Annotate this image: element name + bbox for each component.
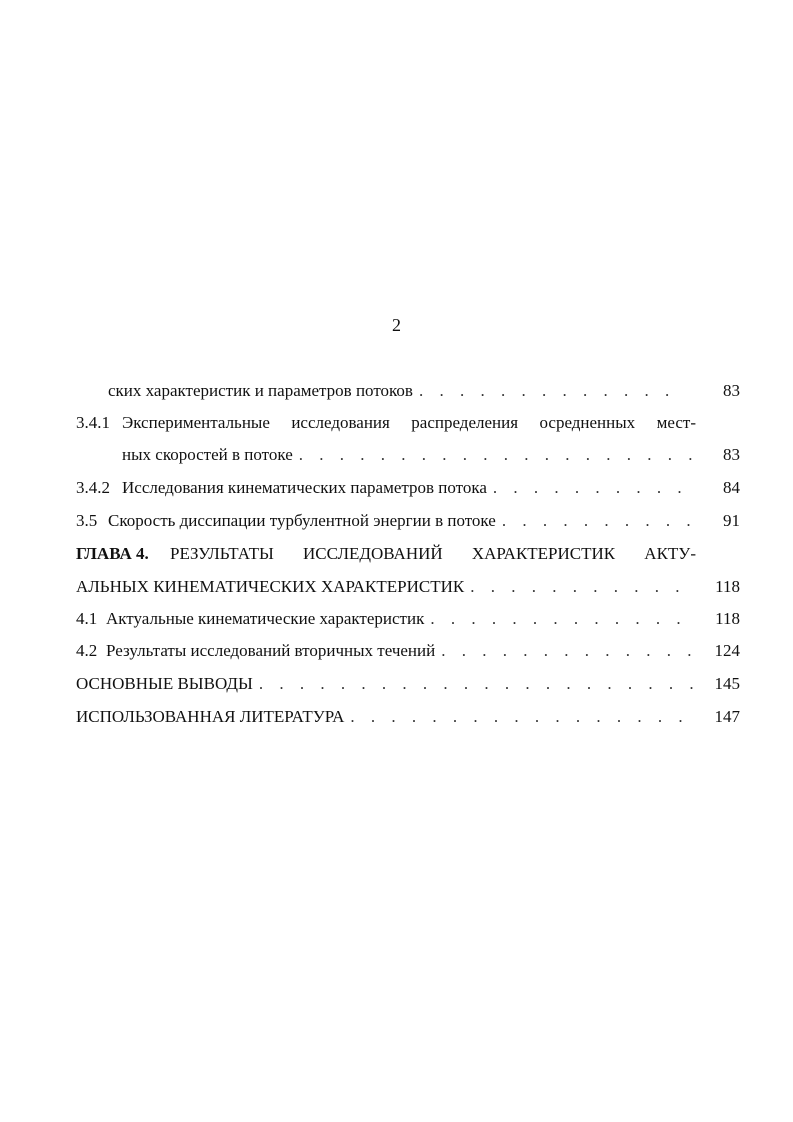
chapter-label: ГЛАВА 4. [76,544,149,563]
toc-section-number: 3.4.2 [76,478,110,497]
toc-page-number: 147 [714,707,740,726]
toc-row [76,375,740,407]
toc-row [76,668,740,700]
toc-section-number: 3.4.1 [76,413,110,432]
dot-leader [344,701,696,733]
toc-page-number: 83 [723,445,740,464]
toc-entry-title: Результаты исследований вторичных течений [106,641,436,660]
toc-page-number: 118 [715,577,740,596]
toc-entry [76,701,696,733]
page-number: 2 [392,315,401,335]
toc-row [76,505,740,537]
toc-entry [122,439,696,471]
toc-row [76,538,740,570]
toc-entry-title: Исследования кинематических параметров потока [122,478,487,497]
toc-page-number: 145 [714,674,740,693]
toc-entry-title: ОСНОВНЫЕ ВЫВОДЫ [76,674,253,693]
toc-entry [76,571,686,603]
toc-entry-title: Экспериментальные исследования распределения осредненных мест- [122,413,696,432]
toc-row [76,571,740,603]
dot-leader [424,603,686,635]
dot-leader [496,505,696,537]
toc-section-number: 4.1 [76,609,98,628]
dot-leader [487,472,696,504]
toc-entry-title: ных скоростей в потоке [122,445,293,464]
toc-row [76,603,740,635]
toc-entry-title: Скорость диссипации турбулентной энергии в потоке [108,511,496,530]
toc-page-number: 118 [715,609,740,628]
toc-page-number: 91 [723,511,740,530]
dot-leader [464,571,686,603]
dot-leader [413,375,686,407]
toc-entry [76,668,696,700]
toc-entry [108,375,686,407]
toc-row [76,439,740,471]
dot-leader [293,439,696,471]
toc-page-number: 124 [714,641,740,660]
toc-entry [122,472,696,504]
toc-page-number: 83 [723,381,740,400]
toc-row [76,701,740,733]
toc-section-number: 4.2 [76,641,98,660]
toc-entry [106,603,686,635]
toc-entry-title: ИСПОЛЬЗОВАННАЯ ЛИТЕРАТУРА [76,707,345,726]
toc-page-number: 84 [723,478,740,497]
toc-section-number: 3.5 [76,511,98,530]
toc-entry-title: Актуальные кинематические характеристик [106,609,425,628]
toc-entry [108,505,696,537]
toc-row [76,407,740,439]
toc-entry [106,635,696,667]
toc-entry-title: АЛЬНЫХ КИНЕМАТИЧЕСКИХ ХАРАКТЕРИСТИК [76,577,465,596]
toc-entry-title: РЕЗУЛЬТАТЫ ИССЛЕДОВАНИЙ ХАРАКТЕРИСТИК АКТУ- [170,544,696,563]
toc-row [76,472,740,504]
dot-leader [435,635,696,667]
dot-leader [253,668,696,700]
toc-row [76,635,740,667]
toc-entry-title: ских характеристик и параметров потоков [108,381,413,400]
